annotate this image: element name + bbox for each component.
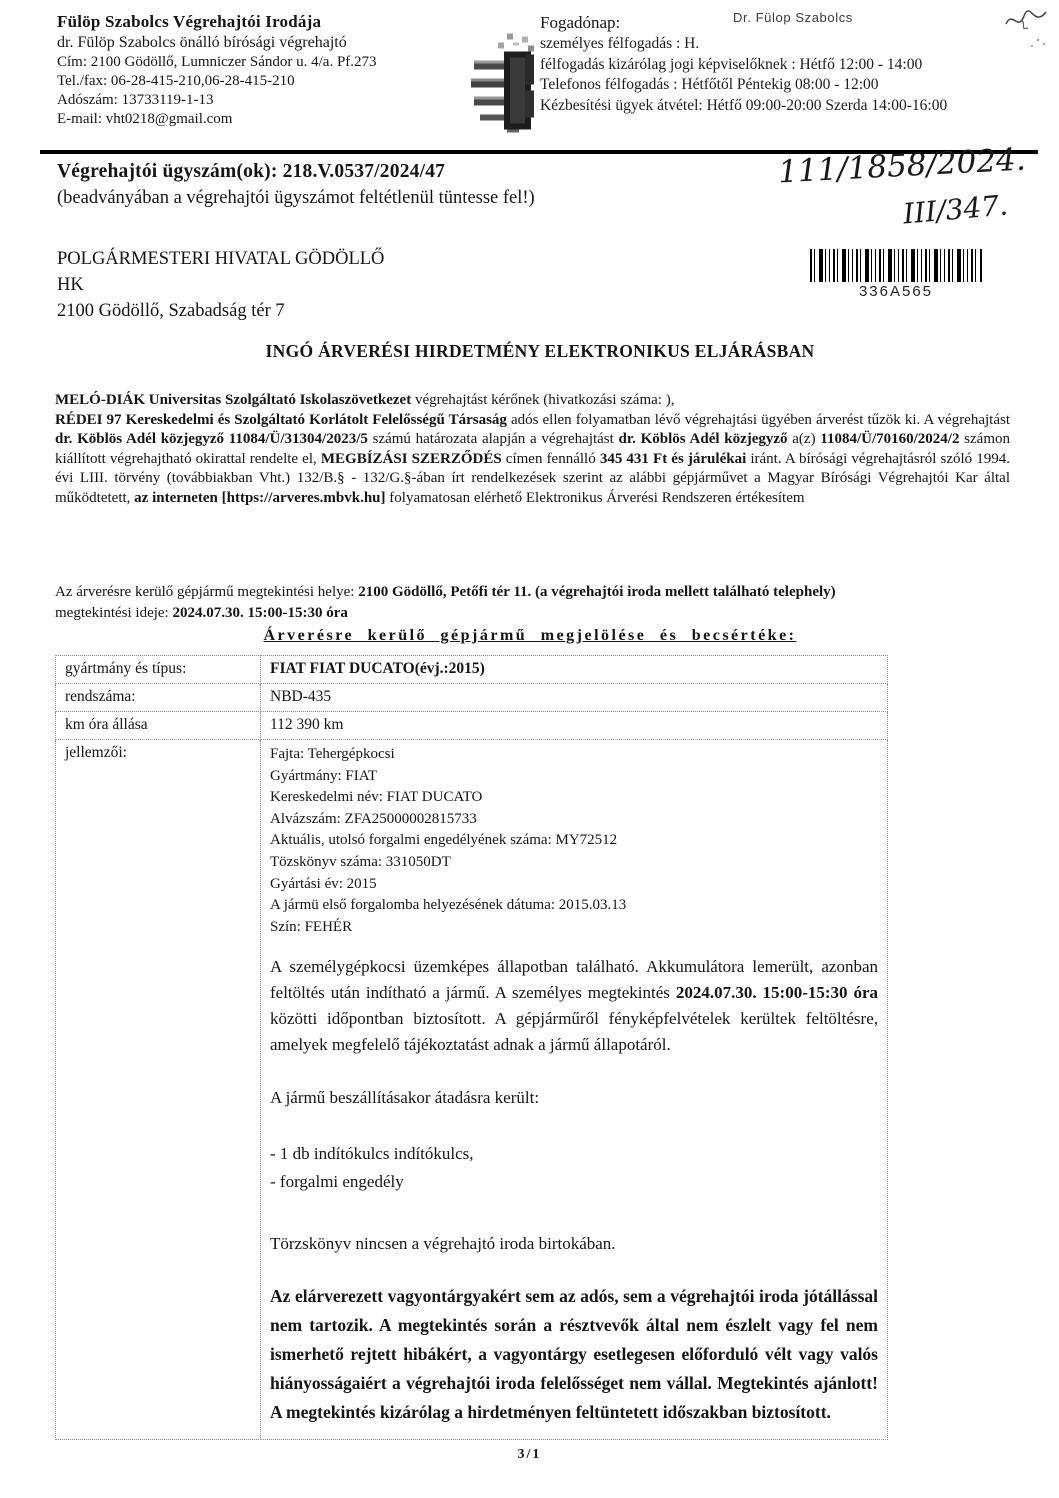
case-number-block	[57, 161, 777, 209]
row-value-odometer: 112 390 km	[261, 712, 888, 740]
recipient-address-block	[57, 246, 384, 324]
letterhead-line: E-mail: vht0218@gmail.com	[57, 111, 233, 127]
recipient-address: 2100 Gödöllő, Szabadság tér 7	[57, 301, 285, 321]
bailiff-name-stamp: Dr. Fülop Szabolcs	[733, 10, 853, 25]
signature-scribble-icon	[1002, 6, 1050, 63]
row-label-make-type: gyártmány és típus:	[56, 656, 261, 684]
recipient-name: POLGÁRMESTERI HIVATAL GÖDÖLLŐ	[57, 249, 385, 269]
letterhead-line: Adószám: 13733119-1-13	[57, 92, 214, 108]
office-hours-title: Fogadónap:	[540, 13, 621, 32]
table-row	[56, 684, 888, 712]
viewing-info	[55, 582, 1015, 624]
feature-line: Aktuális, utolsó forgalmi engedélyének száma: MY72512	[270, 832, 618, 849]
case-number-note: (beadványában a végrehajtói ügyszámot feltétlenül tüntesse fel!)	[57, 188, 535, 208]
feature-line: Tözskönyv száma: 331050DT	[270, 853, 451, 870]
vehicle-table	[55, 655, 888, 1440]
registry-note: Törzskönyv nincsen a végrehajtó iroda birtokában.	[270, 1234, 616, 1254]
handover-items	[270, 1140, 878, 1196]
feature-line: Fajta: Tehergépkocsi	[270, 746, 395, 762]
feature-line: Szín: FEHÉR	[270, 918, 353, 935]
viewing-location: Az árverésre kerülő gépjármű megtekintési helye: 2100 Gödöllő, Petőfi tér 11. (a végrehajtói iroda mellett található telephely)	[55, 584, 836, 600]
handover-item: - forgalmi engedély	[270, 1172, 404, 1192]
feature-line: Gyártmány: FIAT	[270, 767, 378, 784]
case-number: Végrehajtói ügyszám(ok): 218.V.0537/2024/47	[57, 161, 446, 182]
office-hours-line: félfogadás kizárólag jogi képviselőknek : Hétfő 12:00 - 14:00	[540, 55, 923, 73]
feature-line: Kereskedelmi név: FIAT DUCATO	[270, 789, 483, 806]
intro-body: RÉDEI 97 Kereskedelmi és Szolgáltató Korlátolt Felelősségű Társaság adós ellen folyamatban lévő végrehajtási ügyében árverést tűzök ki. A végrehajtást dr. Köblös Adél közjegyző 11084/Ü/31304/2023/5 számú határozata alapján a végrehajtást dr. Köblös Adél közjegyző a(z) 11084/Ü/70160/2024/2 számon kiállított végrehajtható okirattal rendelte el, MEGBÍZÁSI SZERZŐDÉS címen fennálló 345 431 Ft és járulékai iránt. A bírósági végrehajtásról szóló 1994. évi LIII. törvény (továbbiakban Vht.) 132/B.§ - 132/G.§-ában írt rendelkezések szerint az alábbi gépjárművet a Magyar Bírósági Végrehajtói Kar által működtetett, az interneten [https://arveres.mbvk.hu] folyamatosan elérhető Elektronikus Árverési Rendszeren értékesítem	[55, 411, 1011, 506]
row-value-make-type: FIAT FIAT DUCATO(évj.:2015)	[261, 656, 888, 684]
letterhead-line: dr. Fülöp Szabolcs önálló bírósági végrehajtó	[57, 34, 347, 51]
feature-line: A jármü első forgalomba helyezésének dátuma: 2015.03.13	[270, 897, 627, 914]
row-value-plate: NBD-435	[261, 684, 888, 712]
table-row	[56, 656, 888, 684]
office-name: Fülöp Szabolcs Végrehajtói Irodája	[57, 12, 322, 31]
handover-title: A jármű beszállításakor átadásra került:	[270, 1088, 540, 1108]
letterhead-line: Cím: 2100 Gödöllő, Lumniczer Sándor u. 4/a. Pf.273	[57, 54, 377, 70]
barcode	[810, 249, 982, 282]
intro-paragraph	[55, 391, 1010, 509]
condition-paragraph: A személygépkocsi üzemképes állapotban található. Akkumulátora lemerült, azonban feltöltés után indítható a jármű. A személyes megtekintés 2024.07.30. 15:00-15:30 óra közötti időpontban biztosított. A gépjárműről fényképfelvételek kerültek feltöltésre, amelyek megfelelő tájékoztatást adnak a jármű állapotáról.	[270, 957, 879, 1055]
coat-of-arms-stamp-icon	[468, 30, 546, 136]
office-hours-line: személyes félfogadás : H.	[540, 35, 700, 52]
office-hours-line: Telefonos félfogadás : Hétfőtől Péntekig 08:00 - 12:00	[540, 76, 879, 93]
row-label-features: jellemzői:	[56, 740, 261, 1440]
letterhead-line: Tel./fax: 06-28-415-210,06-28-415-210	[57, 73, 295, 89]
row-value-features	[261, 740, 888, 1440]
document-title: INGÓ ÁRVERÉSI HIRDETMÉNY ELEKTRONIKUS ELJÁRÁSBAN	[265, 341, 815, 361]
row-label-odometer: km óra állása	[56, 712, 261, 740]
row-label-plate: rendszáma:	[56, 684, 261, 712]
section-heading: Árverésre kerülő gépjármű megjelölése és becsértéke:	[263, 627, 797, 644]
page-number: 3/1	[517, 1447, 542, 1462]
feature-line: Alvázszám: ZFA25000002815733	[270, 810, 477, 827]
recipient-line2: HK	[57, 275, 84, 295]
barcode-label: 336A565	[858, 283, 934, 300]
handwritten-reference-2: III/347.	[901, 188, 1010, 231]
intro-line1: MELÓ-DIÁK Universitas Szolgáltató Iskolaszövetkezet végrehajtást kérőnek (hivatkozási száma: ),	[55, 392, 675, 408]
office-hours-line: Kézbesítési ügyek átvétel: Hétfő 09:00-20:00 Szerda 14:00-16:00	[540, 96, 948, 114]
feature-list	[270, 744, 878, 938]
office-hours-block	[540, 12, 1030, 116]
table-row	[56, 740, 888, 1440]
disclaimer-paragraph: Az elárverezett vagyontárgyakért sem az adós, sem a végrehajtói iroda jótállással nem tartozik. A megtekintés során a résztvevők által nem észlelt vagy fel nem ismerhető rejtett hibákért, a vagyontárgy esetlegesen előforduló vélt vagy valós hiányosságaiért a végrehajtói iroda felelősséget nem vállal. Megtekintés ajánlott! A megtekintés kizárólag a hirdetményen feltüntetett időszakban biztosított.	[270, 1286, 878, 1422]
handover-item: - 1 db indítókulcs indítókulcs,	[270, 1144, 474, 1164]
table-row	[56, 712, 888, 740]
handwritten-reference-1: 111/1858/2024.	[777, 141, 1027, 191]
feature-line: Gyártási év: 2015	[270, 875, 377, 892]
letterhead	[57, 12, 457, 129]
viewing-time: megtekintési ideje: 2024.07.30. 15:00-15:30 óra	[55, 605, 348, 621]
